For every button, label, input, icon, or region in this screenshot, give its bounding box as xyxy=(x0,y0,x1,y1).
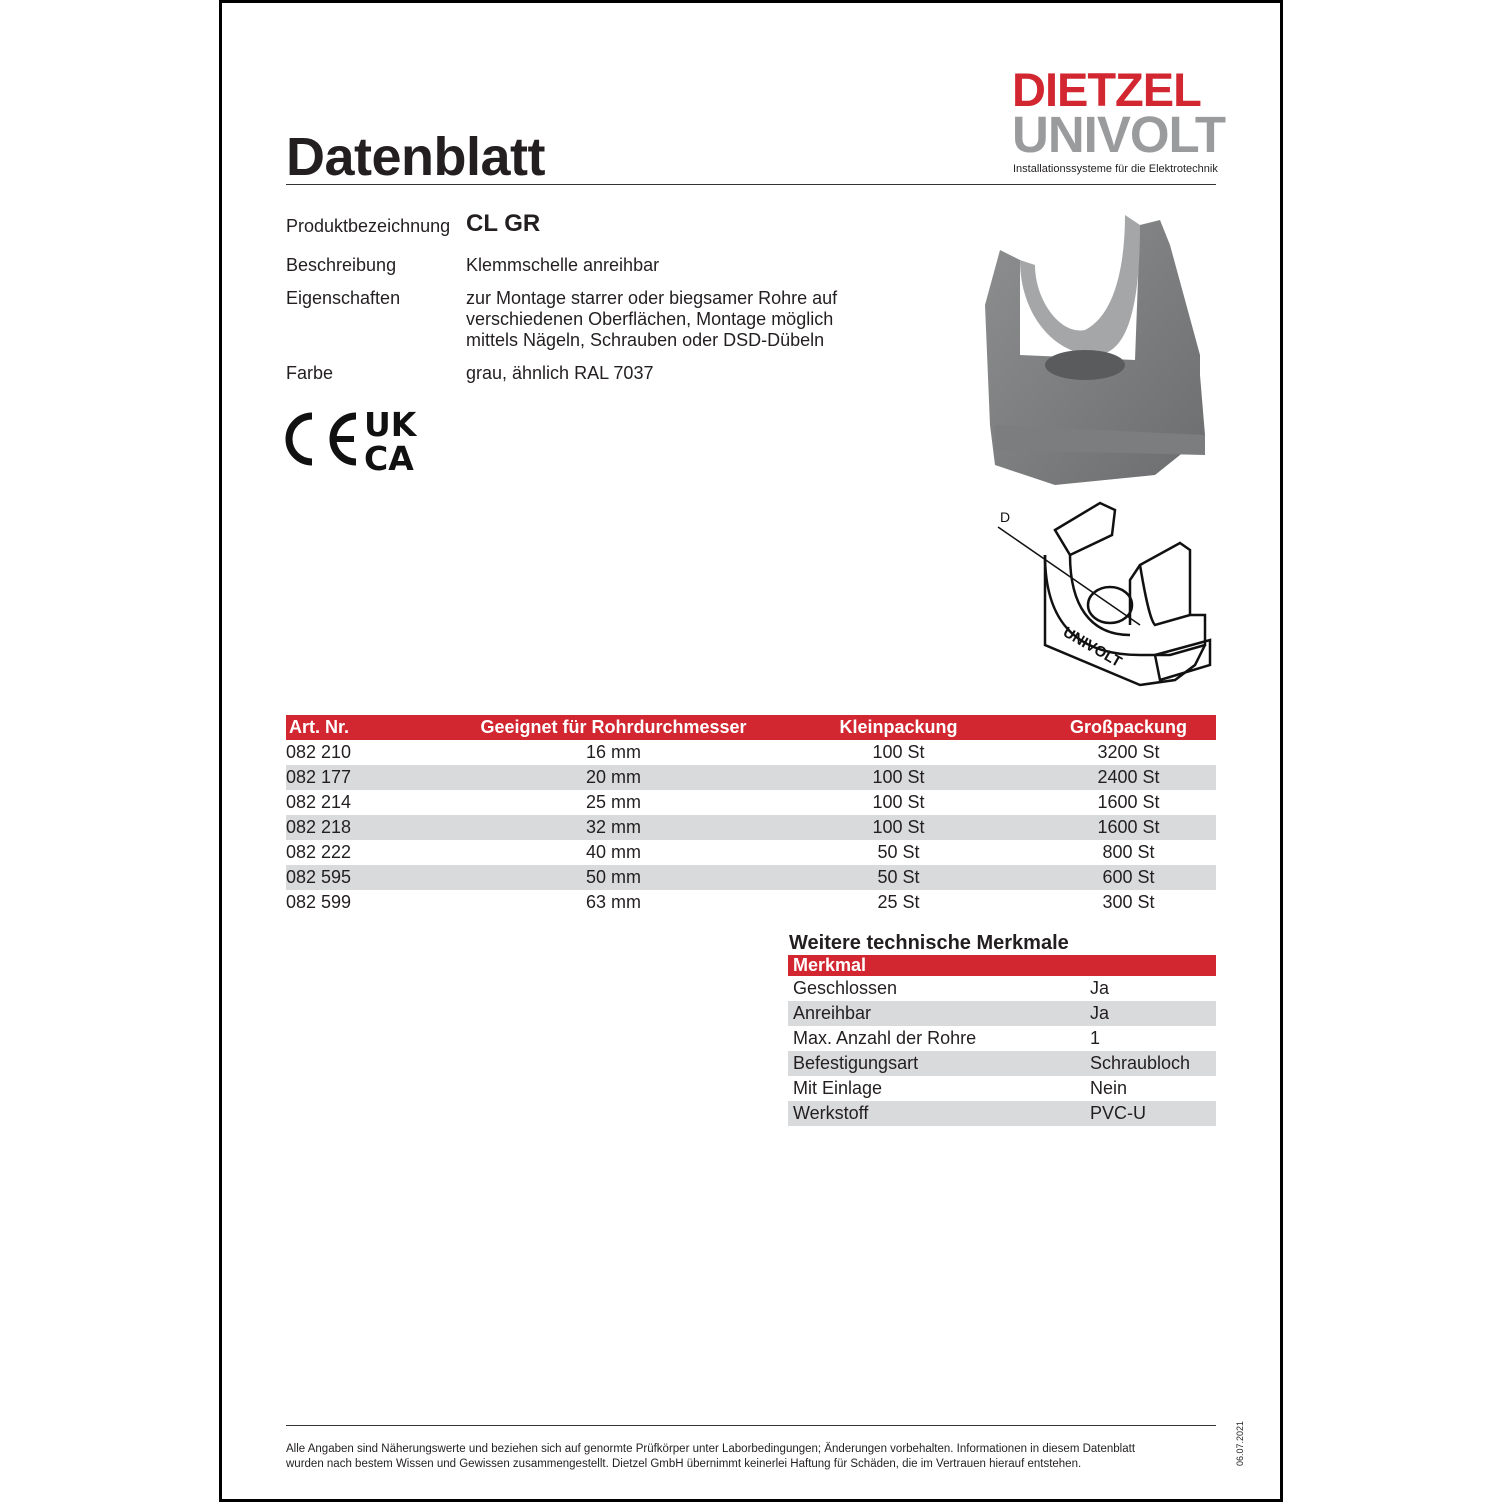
small-pack-cell: 100 St xyxy=(756,765,1041,790)
feature-name: Max. Anzahl der Rohre xyxy=(793,1028,977,1048)
table-row xyxy=(286,815,1216,840)
header-art-nr: Art. Nr. xyxy=(286,715,471,740)
feature-name: Befestigungsart xyxy=(788,1051,1090,1076)
small-pack-cell: 50 St xyxy=(756,865,1041,890)
color-value: grau, ähnlich RAL 7037 xyxy=(466,363,654,383)
small-pack-cell: 100 St xyxy=(872,792,925,812)
description-label: Beschreibung xyxy=(286,255,397,275)
large-pack-cell: 600 St xyxy=(1041,865,1216,890)
header-large-pack: Großpackung xyxy=(1041,715,1216,740)
ukca-top-text: UK xyxy=(364,405,417,444)
drawing-stamp: UNIVOLT xyxy=(1060,623,1125,671)
diameter-cell: 32 mm xyxy=(471,815,756,840)
large-pack-cell: 800 St xyxy=(1102,842,1155,862)
art-nr-cell: 082 595 xyxy=(286,865,471,890)
product-name: CL GR xyxy=(466,210,541,237)
features-table xyxy=(788,955,1216,1126)
description-value: Klemmschelle anreihbar xyxy=(466,255,660,275)
conformity-marks xyxy=(284,404,434,479)
art-nr-cell: 082 214 xyxy=(286,792,352,812)
diameter-cell: 25 mm xyxy=(585,792,641,812)
properties-value xyxy=(466,288,837,351)
product-photo xyxy=(975,205,1215,495)
small-pack-cell: 50 St xyxy=(877,842,920,862)
feature-value: Nein xyxy=(1090,1078,1128,1098)
art-nr-cell: 082 210 xyxy=(286,742,352,762)
logo-dietzel: DIETZEL xyxy=(1012,63,1201,116)
small-pack-cell: 100 St xyxy=(756,815,1041,840)
table-row xyxy=(286,890,1216,915)
disclaimer-line: Alle Angaben sind Näherungswerte und beziehen sich auf genormte Prüfkörper unter Laborbedingungen; Änderungen vorbehalten. Informationen in diesem Datenblatt xyxy=(286,1443,1136,1455)
diameter-cell: 50 mm xyxy=(471,865,756,890)
table-row xyxy=(286,865,1216,890)
diameter-cell: 40 mm xyxy=(585,842,641,862)
header-small-pack: Kleinpackung xyxy=(756,715,1041,740)
feature-row xyxy=(788,1026,1216,1051)
feature-row xyxy=(788,1051,1216,1076)
feature-row xyxy=(788,976,1216,1001)
table-row xyxy=(286,740,1216,765)
footer-disclaimer xyxy=(286,1442,1226,1472)
large-pack-cell: 2400 St xyxy=(1041,765,1216,790)
ce-ukca-icon xyxy=(284,404,434,474)
large-pack-cell: 300 St xyxy=(1102,892,1155,912)
art-nr-cell: 082 177 xyxy=(286,765,471,790)
product-name-label: Produktbezeichnung xyxy=(286,216,451,236)
article-table xyxy=(286,715,1216,915)
art-nr-cell: 082 599 xyxy=(286,892,352,912)
logo-tagline: Installationssysteme für die Elektrotechnik xyxy=(1013,163,1218,175)
table-row xyxy=(286,765,1216,790)
art-nr-cell: 082 222 xyxy=(286,842,352,862)
header-divider xyxy=(286,184,1216,185)
diameter-cell: 63 mm xyxy=(585,892,641,912)
color-label: Farbe xyxy=(286,363,334,383)
diameter-cell: 16 mm xyxy=(585,742,641,762)
feature-value: Ja xyxy=(1090,978,1110,998)
feature-name: Mit Einlage xyxy=(793,1078,883,1098)
feature-name: Geschlossen xyxy=(793,978,898,998)
properties-label: Eigenschaften xyxy=(286,288,401,308)
features-header: Merkmal xyxy=(788,955,1216,976)
table-row xyxy=(286,790,1216,815)
dimension-label: D xyxy=(1000,509,1011,525)
properties-line: verschiedenen Oberflächen, Montage möglich xyxy=(466,309,834,329)
properties-line: mittels Nägeln, Schrauben oder DSD-Dübeln xyxy=(466,330,825,350)
document-date: 06.07.2021 xyxy=(1235,1420,1245,1466)
small-pack-cell: 25 St xyxy=(877,892,920,912)
art-nr-cell: 082 218 xyxy=(286,815,471,840)
header-diameter: Geeignet für Rohrdurchmesser xyxy=(471,715,756,740)
diameter-cell: 20 mm xyxy=(471,765,756,790)
disclaimer-line: wurden nach bestem Wissen und Gewissen zusammengestellt. Dietzel GmbH übernimmt keinerlei Haftung für Schäden, die im Vertrauen hierauf entstehen. xyxy=(286,1458,1082,1470)
feature-name: Werkstoff xyxy=(788,1101,1090,1126)
footer-divider xyxy=(286,1425,1216,1426)
feature-row xyxy=(788,1001,1216,1026)
feature-row xyxy=(788,1076,1216,1101)
table-row xyxy=(286,840,1216,865)
large-pack-cell: 1600 St xyxy=(1041,815,1216,840)
features-title: Weitere technische Merkmale xyxy=(789,932,1069,954)
feature-name: Anreihbar xyxy=(788,1001,1090,1026)
page-title: Datenblatt xyxy=(286,127,546,187)
technical-drawing xyxy=(990,495,1220,715)
feature-value: Ja xyxy=(1090,1001,1216,1026)
large-pack-cell: 1600 St xyxy=(1097,792,1160,812)
feature-value: PVC-U xyxy=(1090,1101,1216,1126)
feature-value: 1 xyxy=(1090,1028,1101,1048)
large-pack-cell: 3200 St xyxy=(1097,742,1160,762)
logo-univolt: UNIVOLT xyxy=(1012,106,1226,163)
ukca-bottom-text: CA xyxy=(364,439,414,474)
feature-value: Schraubloch xyxy=(1090,1051,1216,1076)
small-pack-cell: 100 St xyxy=(872,742,925,762)
feature-row xyxy=(788,1101,1216,1126)
article-table-header xyxy=(286,715,1216,740)
properties-line: zur Montage starrer oder biegsamer Rohre auf xyxy=(466,288,838,308)
